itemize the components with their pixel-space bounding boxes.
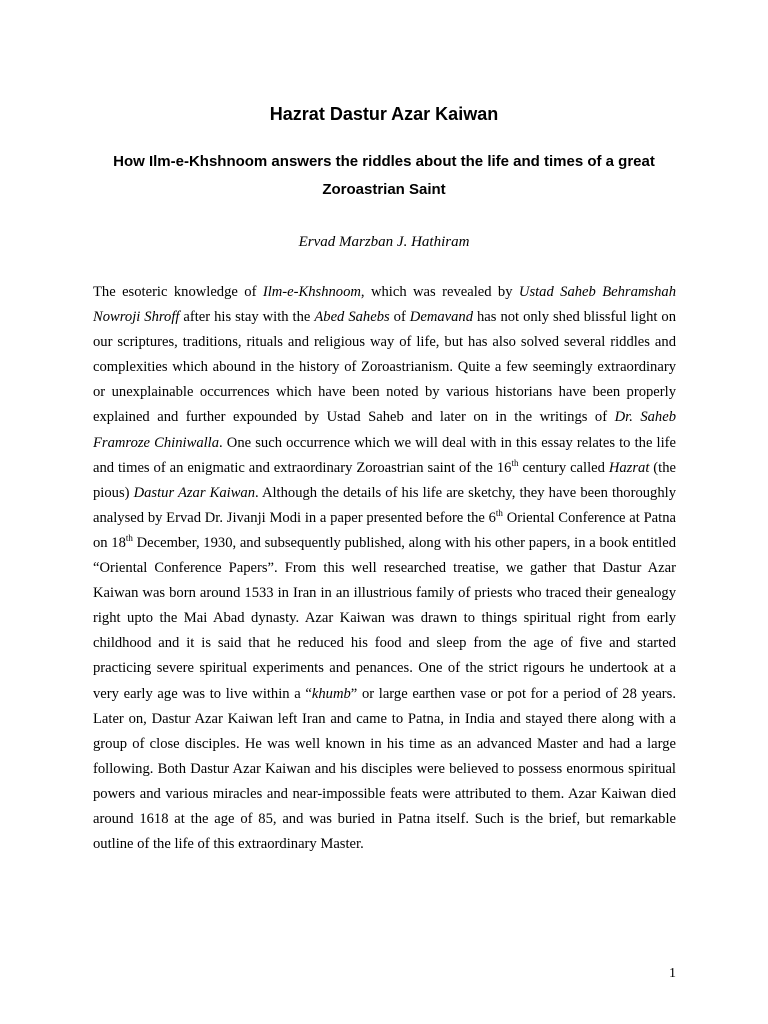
- italic-term: khumb: [311, 685, 351, 702]
- text-run: ” or large earthen vase or pot for a period of 28 years. Later on, Dastur Azar Kaiwan left Iran and came to Patna, in India and stayed there along with a group of close disciples. He was well known in his time as an advanced Master and had a large following. Both Dastur Azar Kaiwan and his disciples were believed to possess enormous spiritual powers and various miracles and near-impossible feats were attributed to them. Azar Kaiwan died around 1618 at the age of 85, and was buried in Patna itself. Such is the brief, but remarkable outline of the life of this extraordinary Master.: [93, 685, 676, 853]
- italic-term: Demavand: [409, 309, 474, 326]
- ordinal-superscript: th: [511, 457, 519, 468]
- text-run: after his stay with the: [179, 309, 315, 326]
- body-paragraph: [93, 280, 676, 857]
- italic-term: Dastur Azar Kaiwan: [133, 484, 256, 501]
- author-byline: Ervad Marzban J. Hathiram: [298, 234, 470, 250]
- ordinal-superscript: th: [125, 532, 133, 543]
- text-run: . One such occurrence which we will deal with in this essay relates to the life and times of an enigmatic and extraordinary Zoroastrian saint of the 16: [93, 434, 677, 476]
- page-number: 1: [669, 966, 676, 981]
- italic-term: Ustad Saheb Behramshah Nowroji Shroff: [93, 284, 676, 326]
- text-run: December, 1930, and subsequently published, along with his other papers, in a book entitled “Oriental Conference Papers”. From this well researched treatise, we gather that Dastur Azar Kaiwan was born around 1533 in Iran in an illustrious family of priests who traced their genealogy right upto the Mai Abad dynasty. Azar Kaiwan was drawn to things spiritual right from early childhood and it is said that he reduced his food and sleep from the age of five and started practicing severe spiritual experiments and penances. One of the strict rigours he undertook at a very early age was to live within a “: [93, 534, 677, 702]
- text-run: . Although the details of his life are sketchy, they have been thoroughly analysed by Ervad Dr. Jivanji Modi in a paper presented before the 6: [93, 484, 676, 526]
- text-run: has not only shed blissful light on our scriptures, traditions, rituals and religious way of life, but has also solved several riddles and complexities which abound in the history of Zoroastrianism. Quite a few seemingly extraordinary or unexplainable occurrences which have been noted by various historians have been properly explained and further expounded by Ustad Saheb and later on in the writings of: [93, 309, 676, 426]
- text-run: , which was revealed by: [360, 284, 519, 300]
- text-run: The esoteric knowledge of: [93, 284, 263, 300]
- document-subtitle: How Ilm-e-Khshnoom answers the riddles about the life and times of a great Zoroastrian Saint: [113, 153, 655, 198]
- text-run: century called: [518, 459, 609, 476]
- italic-term: Ilm-e-Khshnoom: [262, 284, 361, 300]
- italic-term: Hazrat: [608, 459, 650, 476]
- italic-term: Dr. Saheb Framroze Chiniwalla: [93, 409, 677, 451]
- text-run: of: [389, 309, 410, 326]
- text-run: Oriental Conference at Patna on 18: [93, 509, 676, 551]
- ordinal-superscript: th: [495, 507, 503, 518]
- document-title: Hazrat Dastur Azar Kaiwan: [269, 104, 499, 124]
- text-run: (the pious): [93, 459, 676, 501]
- italic-term: Abed Sahebs: [314, 309, 390, 326]
